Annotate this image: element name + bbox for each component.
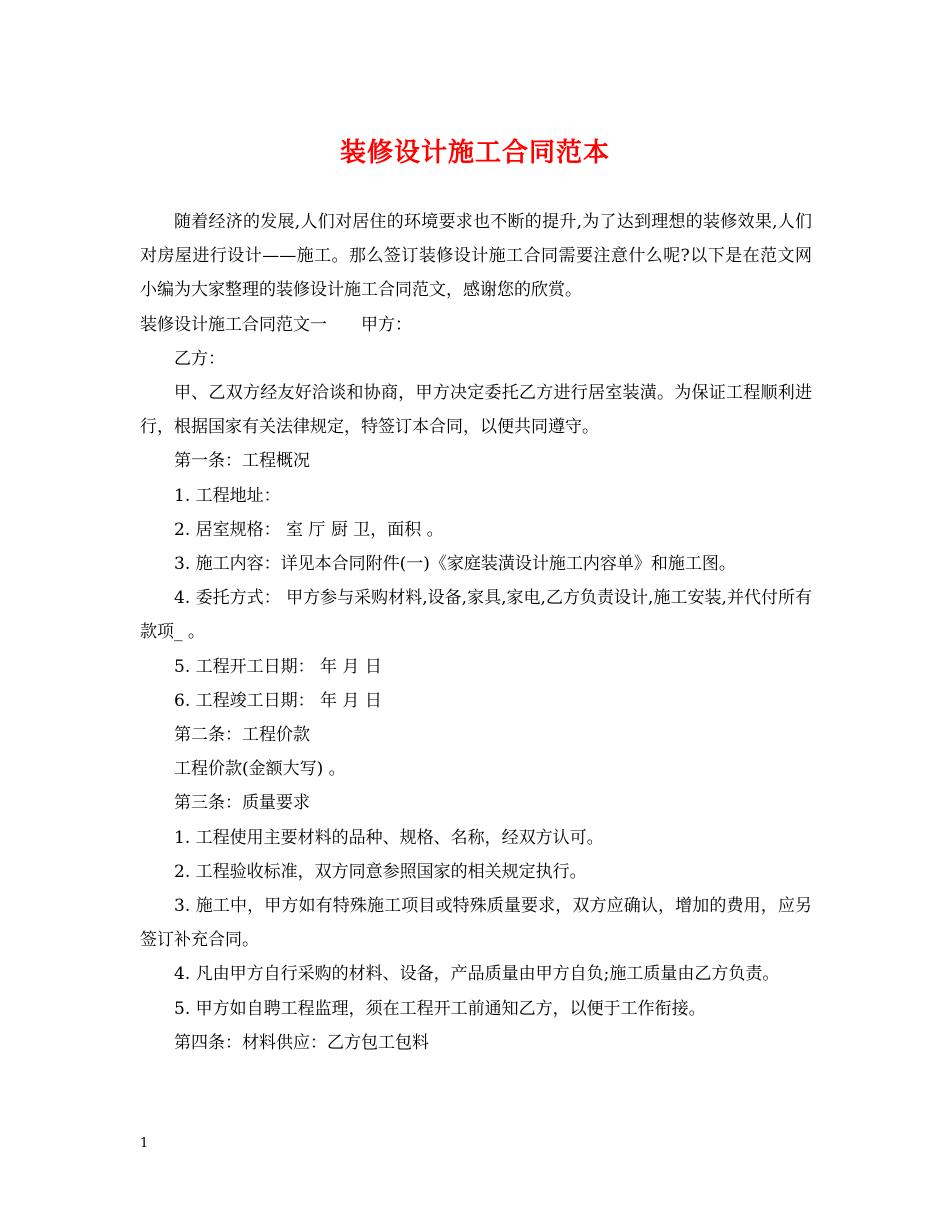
paragraph: 5. 工程开工日期： 年 月 日 — [174, 656, 382, 677]
paragraph: 第四条：材料供应：乙方包工包料 — [174, 1032, 429, 1053]
paragraph: 1. 工程地址： — [174, 485, 281, 506]
paragraph: 第二条：工程价款 — [174, 725, 310, 746]
paragraph: 第一条：工程概况 — [174, 451, 310, 472]
paragraph: 1. 工程使用主要材料的品种、规格、名称，经双方认可。 — [174, 827, 604, 848]
paragraph: 5. 甲方如自聘工程监理，须在工程开工前通知乙方，以便于工作衔接。 — [174, 998, 706, 1019]
paragraph: 随着经济的发展,人们对居住的环境要求也不断的提升,为了达到理想的装修效果,人们对房屋进行设计——施工。那么签订装修设计施工合同需要注意什么呢?以下是在范文网小编为大家整理的装修设计施工合同范文，感谢您的欣赏。 — [140, 212, 812, 301]
paragraph: 第三条：质量要求 — [174, 793, 310, 814]
paragraph: 工程价款(金额大写) 。 — [174, 759, 346, 780]
paragraph: 6. 工程竣工日期： 年 月 日 — [174, 690, 382, 711]
paragraph: 2. 工程验收标准，双方同意参照国家的相关规定执行。 — [174, 861, 587, 882]
paragraph: 装修设计施工合同范文一 甲方： — [140, 314, 412, 335]
document-body — [140, 205, 812, 1060]
paragraph: 乙方： — [174, 348, 225, 369]
paragraph: 甲、乙双方经友好洽谈和协商，甲方决定委托乙方进行居室装潢。为保证工程顺利进行，根据国家有关法律规定，特签订本合同，以便共同遵守。 — [140, 383, 812, 438]
paragraph: 3. 施工内容：详见本合同附件(一)《家庭装潢设计施工内容单》和施工图。 — [174, 554, 736, 575]
paragraph: 2. 居室规格： 室 厅 厨 卫，面积 。 — [174, 519, 444, 540]
paragraph: 4. 凡由甲方自行采购的材料、设备，产品质量由甲方自负;施工质量由乙方负责。 — [174, 964, 780, 985]
page-number: 1 — [140, 1136, 149, 1151]
document-title: 装修设计施工合同范本 — [339, 138, 610, 168]
paragraph: 3. 施工中，甲方如有特殊施工项目或特殊质量要求，双方应确认，增加的费用，应另签订补充合同。 — [140, 896, 812, 951]
paragraph: 4. 委托方式： 甲方参与采购材料,设备,家具,家电,乙方负责设计,施工安装,并代付所有款项_ 。 — [140, 588, 812, 643]
